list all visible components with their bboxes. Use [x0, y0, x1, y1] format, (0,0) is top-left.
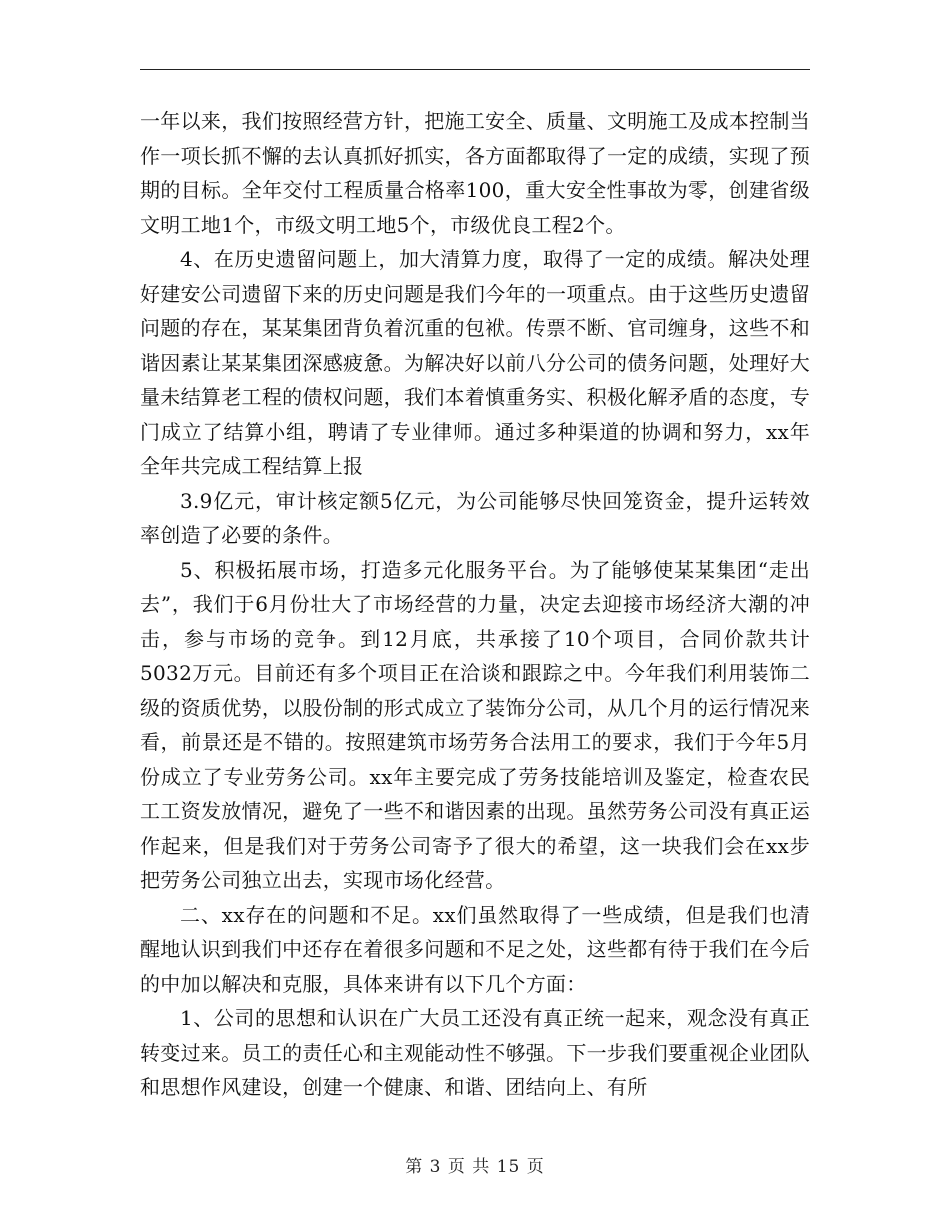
- paragraph-1: 一年以来，我们按照经营方针，把施工安全、质量、文明施工及成本控制当作一项长抓不懈的去认真抓好抓实，各方面都取得了一定的成绩，实现了预期的目标。全年交付工程质量合格率100，重大安全性事故为零，创建省级文明工地1个，市级文明工地5个，市级优良工程2个。: [140, 109, 810, 237]
- paragraph-5: 二、xx存在的问题和不足。xx们虽然取得了一些成绩，但是我们也清醒地认识到我们中还存在着很多问题和不足之处，这些都有待于我们在今后的中加以解决和克服，具体来讲有以下几个方面：: [140, 902, 810, 996]
- paragraph-2: 4、在历史遗留问题上，加大清算力度，取得了一定的成绩。解决处理好建安公司遗留下来的历史问题是我们今年的一项重点。由于这些历史遗留问题的存在，某某集团背负着沉重的包袱。传票不断、官司缠身，这些不和谐因素让某某集团深感疲惫。为解决好以前八分公司的债务问题，处理好大量未结算老工程的债权问题，我们本着慎重务实、积极化解矛盾的态度，专门成立了结算小组，聘请了专业律师。通过多种渠道的协调和努力，xx年全年共完成工程结算上报: [140, 247, 810, 478]
- body-text: [140, 104, 810, 1105]
- paragraph-4: 5、积极拓展市场，打造多元化服务平台。为了能够使某某集团“走出去”，我们于6月份壮大了市场经营的力量，决定去迎接市场经济大潮的冲击，参与市场的竞争。到12月底，共承接了10个项目，合同价款共计5032万元。目前还有多个项目正在洽谈和跟踪之中。今年我们利用装饰二级的资质优势，以股份制的形式成立了装饰分公司，从几个月的运行情况来看，前景还是不错的。按照建筑市场劳务合法用工的要求，我们于今年5月份成立了专业劳务公司。xx年主要完成了劳务技能培训及鉴定，检查农民工工资发放情况，避免了一些不和谐因素的出现。虽然劳务公司没有真正运作起来，但是我们对于劳务公司寄予了很大的希望，这一块我们会在xx步把劳务公司独立出去，实现市场化经营。: [140, 557, 810, 892]
- page-footer: 第 3 页 共 15 页: [405, 1157, 545, 1177]
- paragraph-6: 1、公司的思想和认识在广大员工还没有真正统一起来，观念没有真正转变过来。员工的责任心和主观能动性不够强。下一步我们要重视企业团队和思想作风建设，创建一个健康、和谐、团结向上、有所: [140, 1006, 810, 1099]
- paragraph-3: 3.9亿元，审计核定额5亿元，为公司能够尽快回笼资金，提升运转效率创造了必要的条件。: [140, 488, 810, 547]
- header-rule: [140, 69, 810, 70]
